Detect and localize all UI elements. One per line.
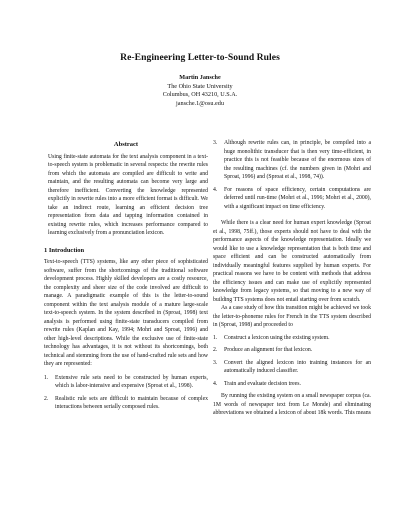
list-item-text: Construct a lexicon using the existing system.	[224, 334, 330, 341]
left-column	[44, 141, 208, 416]
list-item	[44, 395, 208, 412]
list-item-text: Produce an alignment for that lexicon.	[224, 347, 313, 354]
shortcomings-list	[44, 374, 208, 412]
section-heading-introduction: 1 Introduction	[44, 246, 85, 254]
list-item-number: 1.	[44, 374, 49, 381]
list-item	[213, 334, 371, 343]
list-item-text: Realistic rule sets are difficult to maintain because of complex interactions between serially composed rules.	[55, 395, 208, 411]
list-item-text: Train and evaluate decision trees.	[224, 380, 301, 387]
list-item-number: 4.	[213, 380, 218, 387]
paper-title: Re-Engineering Letter-to-Sound Rules	[120, 52, 280, 63]
list-item	[213, 139, 371, 182]
list-item	[213, 359, 371, 376]
list-item	[213, 346, 371, 355]
body-paragraph: While there is a clear need for human expert knowledge (Sproat et al., 1998, 75ff.), those experts should not have to deal with the performance aspects of the knowledge representation. Ideally we would like to use a knowledge representation that is both time and space efficient and can be constructed automatically from individually meaningful features supplied by human experts. For practical reasons we have to be content with methods that address the efficiency issues and can make use of explicitly represented knowledge from legacy systems, so that moving to a new way of building TTS systems does not entail starting over from scratch.	[213, 220, 371, 303]
right-column	[213, 139, 371, 418]
list-item	[44, 374, 208, 391]
list-item-text: For reasons of space efficiency, certain computations are deferred until run-time (Mohri et al., 1996; Mohri et al., 2000), with a significant impact on time efficiency.	[224, 186, 371, 210]
list-item-number: 3.	[213, 359, 218, 366]
author-address: Columbus, OH 43210, U.S.A.	[162, 91, 238, 98]
list-item-number: 1.	[213, 334, 218, 341]
body-paragraph: By running the existing system on a small newspaper corpus (ca. 1M words of newspaper text from Le Monde) and eliminating abbreviations we obtained a lexicon of about 18k words. This means	[213, 393, 371, 417]
author-email: jansche.1@osu.edu	[176, 99, 224, 107]
abstract-text: Using finite-state automata for the text analysis component in a text-to-speech system is problematic in several respects: the rewrite rules from which the automata are compiled are difficult to write and maintain, and the resulting automata can become very large and therefore inefficient. Converting the knowledge represented explicitly in rewrite rules into a more efficient format is difficult. We take an indirect route, learning an efficient decision tree representation from data and tapping information contained in existing rewrite rules, which increases performance compared to learning exclusively from a pronunciation lexicon.	[48, 153, 208, 237]
abstract-heading: Abstract	[113, 141, 139, 148]
list-item-text: Although rewrite rules can, in principle, be compiled into a huge monolithic transducer that is then very time-efficient, in practice this is not feasible because of the enormous sizes of the resulting machines (cf. the numbers given in (Mohri and Sproat, 1996) and (Sproat et al., 1998, 74)).	[224, 140, 371, 181]
list-item-text: Convert the aligned lexicon into training instances for an automatically induced classifier.	[224, 359, 371, 375]
list-item-text: Extensive rule sets need to be constructed by human experts, which is labor-intensive and expensive (Sproat et al., 1998).	[55, 374, 208, 390]
intro-paragraph: Text-to-speech (TTS) systems, like any other piece of sophisticated software, suffer from the shortcomings of the traditional software development process. Highly skilled developers are a costly resource, the complexity and sheer size of the code involved are difficult to manage. A paradigmatic example of this is the letter-to-sound component within the text analysis module of a mature large-scale text-to-speech system. In the system described in (Sproat, 1998) text analysis is performed using finite-state transducers compiled from rewrite rules (Kaplan and Kay, 1994; Mohri and Sproat, 1996) and other high-level descriptions. While the exclusive use of finite-state technology has advantages, it is not without its shortcomings, both technical and stemming from the use of hand-crafted rule sets and how they are represented:	[44, 259, 208, 368]
body-paragraph: As a case study of how this transition might be achieved we took the letter-to-phoneme rules for French in the TTS system described in (Sproat, 1998) and proceeded to	[213, 305, 371, 329]
list-item-number: 2.	[44, 395, 49, 402]
author-name: Martin Jansche	[179, 74, 221, 81]
list-item-number: 3.	[213, 140, 218, 146]
list-item-number: 2.	[213, 347, 218, 354]
list-item	[213, 186, 371, 212]
list-item-number: 4.	[213, 186, 218, 193]
procedure-steps-list	[213, 334, 371, 389]
list-item	[213, 380, 371, 389]
author-affiliation: The Ohio State University	[167, 82, 233, 90]
shortcomings-list-continued	[213, 139, 371, 211]
